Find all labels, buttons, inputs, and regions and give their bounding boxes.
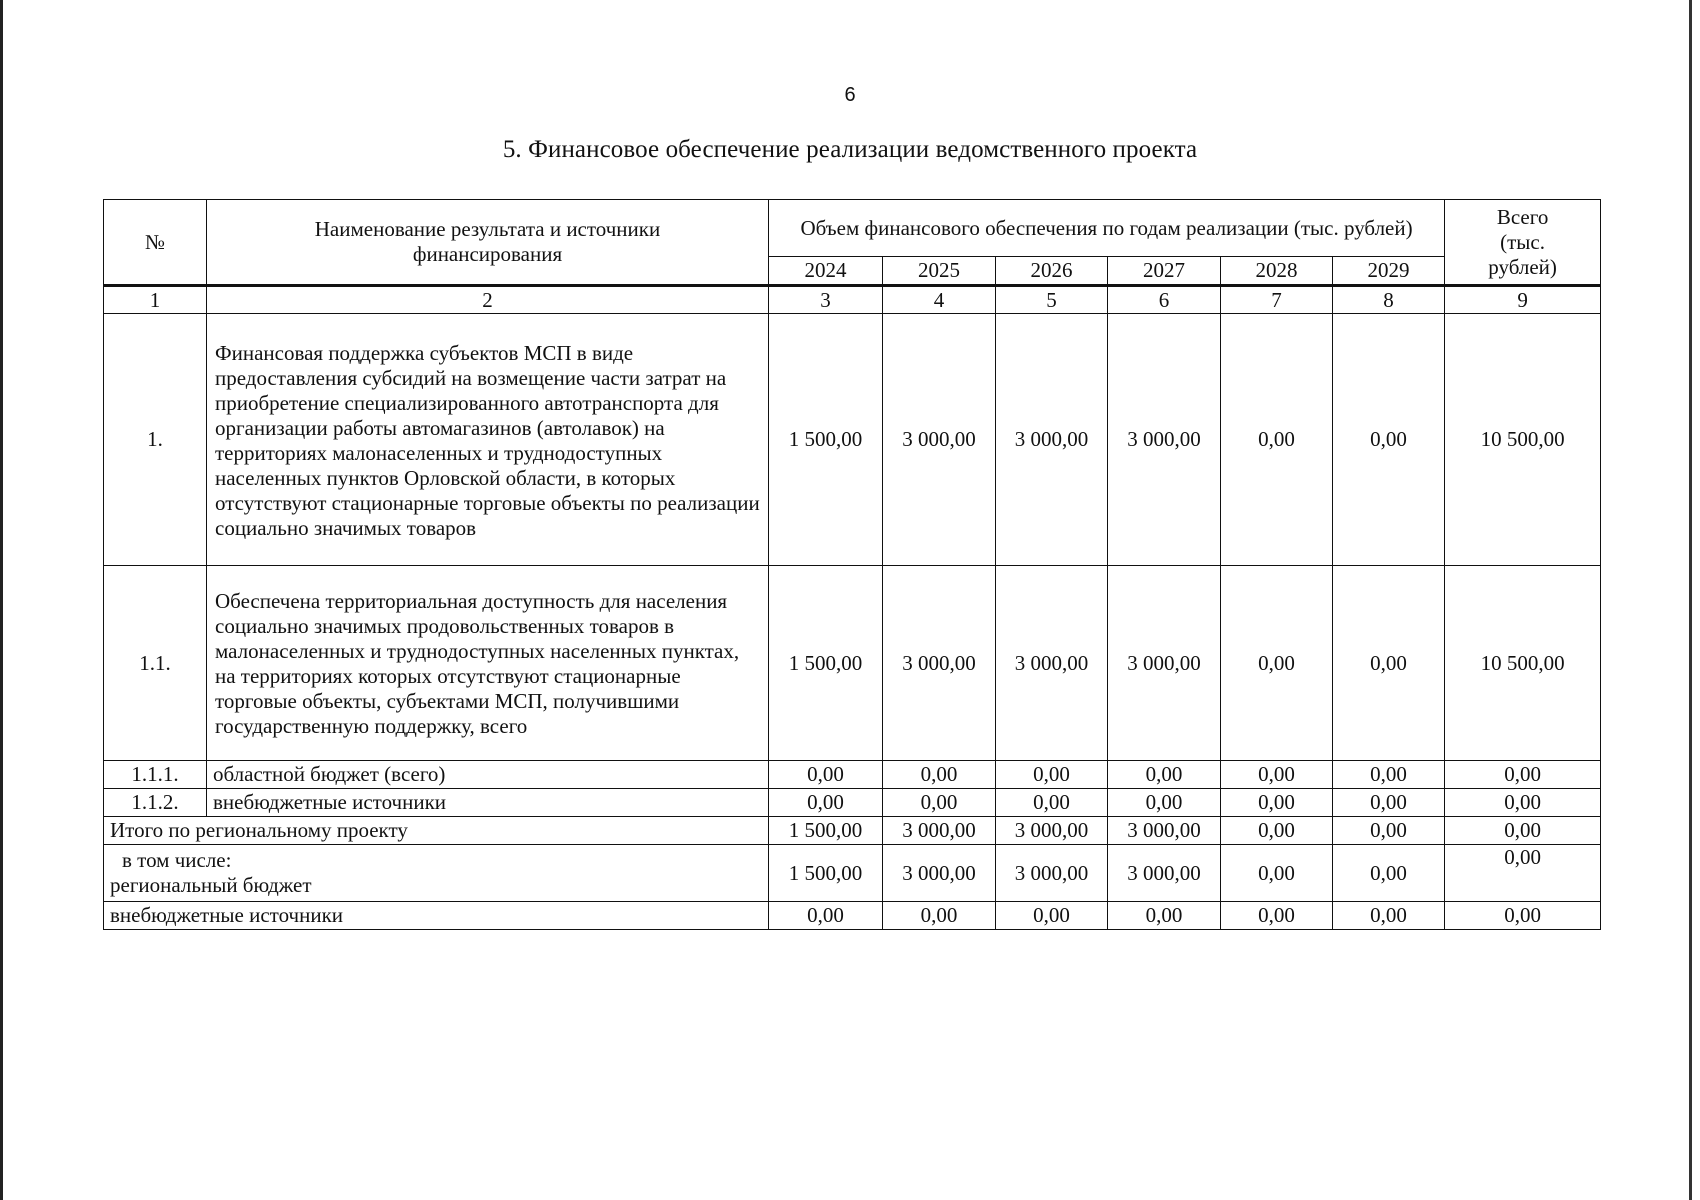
- summary-value: 0,00: [1333, 902, 1445, 930]
- summary-value: 1 500,00: [769, 845, 883, 902]
- row-value: 0,00: [1108, 789, 1221, 817]
- column-number: 2: [207, 286, 769, 314]
- summary-value: 1 500,00: [769, 817, 883, 845]
- row-value: 0,00: [1221, 566, 1333, 761]
- summary-label: [104, 845, 769, 902]
- column-number: 6: [1108, 286, 1221, 314]
- row-value: 0,00: [883, 789, 996, 817]
- row-name: Обеспечена территориальная доступность для населения социально значимых продовольственных товаров в малонаселенных и труднодоступных населенных пунктах, на территориях которых отсутствуют стационарные торговые объекты, субъектами МСП, получившими государственную поддержку, всего: [207, 566, 769, 761]
- row-value: 3 000,00: [996, 314, 1108, 566]
- summary-value: 0,00: [883, 902, 996, 930]
- header-year: 2027: [1108, 257, 1221, 286]
- row-name: внебюджетные источники: [207, 789, 769, 817]
- header-year: 2028: [1221, 257, 1333, 286]
- scan-edge-right: [1689, 0, 1692, 1200]
- row-value: 0,00: [996, 789, 1108, 817]
- row-total: 0,00: [1445, 789, 1601, 817]
- column-number: 9: [1445, 286, 1601, 314]
- row-value: 0,00: [996, 761, 1108, 789]
- summary-value: 3 000,00: [996, 817, 1108, 845]
- summary-value: 0,00: [769, 902, 883, 930]
- row-value: 0,00: [1108, 761, 1221, 789]
- column-number: 1: [104, 286, 207, 314]
- header-total: Всего (тыс. рублей): [1445, 200, 1601, 286]
- row-value: 0,00: [1221, 789, 1333, 817]
- row-value: 1 500,00: [769, 566, 883, 761]
- row-total: 0,00: [1445, 761, 1601, 789]
- summary-value: 3 000,00: [996, 845, 1108, 902]
- summary-value: 0,00: [1108, 902, 1221, 930]
- summary-value: 0,00: [1445, 817, 1601, 845]
- row-num: 1.1.2.: [104, 789, 207, 817]
- summary-label-line: в том числе:: [122, 848, 232, 872]
- row-value: 0,00: [1333, 761, 1445, 789]
- header-year: 2024: [769, 257, 883, 286]
- summary-value: 0,00: [1221, 845, 1333, 902]
- header-year: 2029: [1333, 257, 1445, 286]
- header-year: 2025: [883, 257, 996, 286]
- summary-label: внебюджетные источники: [104, 902, 769, 930]
- row-value: 0,00: [1333, 314, 1445, 566]
- row-value: 3 000,00: [1108, 566, 1221, 761]
- row-value: 0,00: [1221, 314, 1333, 566]
- row-value: 3 000,00: [883, 566, 996, 761]
- summary-value: 0,00: [1221, 902, 1333, 930]
- summary-value: 3 000,00: [883, 817, 996, 845]
- row-num: 1.1.1.: [104, 761, 207, 789]
- summary-value: 0,00: [1445, 845, 1601, 902]
- column-number: 3: [769, 286, 883, 314]
- row-value: 3 000,00: [1108, 314, 1221, 566]
- row-value: 3 000,00: [996, 566, 1108, 761]
- summary-value: 3 000,00: [883, 845, 996, 902]
- page-number: 6: [844, 84, 856, 106]
- summary-row-total: [104, 817, 1601, 845]
- row-name: Финансовая поддержка субъектов МСП в виде предоставления субсидий на возмещение части затрат на приобретение специализированного автотранспорта для организации работы автомагазинов (автолавок) на территориях малонаселенных и труднодоступных населенных пунктов Орловской области, в которых отсутствуют стационарные торговые объекты по реализации социально значимых товаров: [207, 314, 769, 566]
- section-title: 5. Финансовое обеспечение реализации ведомственного проекта: [502, 136, 1198, 163]
- row-value: 0,00: [769, 789, 883, 817]
- row-value: 0,00: [1333, 789, 1445, 817]
- row-total: 10 500,00: [1445, 314, 1601, 566]
- row-value: 1 500,00: [769, 314, 883, 566]
- summary-row-extrabudget: [104, 902, 1601, 930]
- column-number: 7: [1221, 286, 1333, 314]
- row-value: 0,00: [1333, 566, 1445, 761]
- summary-label: Итого по региональному проекту: [104, 817, 769, 845]
- row-value: 0,00: [1221, 761, 1333, 789]
- table-row: [104, 566, 1601, 761]
- summary-value: 0,00: [1221, 817, 1333, 845]
- summary-value: 0,00: [1333, 845, 1445, 902]
- summary-label-line: региональный бюджет: [110, 873, 312, 897]
- header-num: №: [104, 200, 207, 286]
- summary-value: 0,00: [1333, 817, 1445, 845]
- row-num: 1.: [104, 314, 207, 566]
- table-row: [104, 314, 1601, 566]
- summary-value: 3 000,00: [1108, 817, 1221, 845]
- column-number: 5: [996, 286, 1108, 314]
- row-name: областной бюджет (всего): [207, 761, 769, 789]
- table-row: [104, 789, 1601, 817]
- scan-edge-left: [0, 0, 3, 1200]
- header-volume: Объем финансового обеспечения по годам реализации (тыс. рублей): [769, 200, 1445, 257]
- row-total: 10 500,00: [1445, 566, 1601, 761]
- column-number: 4: [883, 286, 996, 314]
- header-name: Наименование результата и источники финансирования: [207, 200, 769, 286]
- column-numbers-row: [104, 286, 1601, 314]
- financing-table: [103, 199, 1601, 930]
- row-value: 0,00: [883, 761, 996, 789]
- summary-value: 0,00: [1445, 902, 1601, 930]
- column-number: 8: [1333, 286, 1445, 314]
- row-value: 3 000,00: [883, 314, 996, 566]
- row-num: 1.1.: [104, 566, 207, 761]
- row-value: 0,00: [769, 761, 883, 789]
- header-year: 2026: [996, 257, 1108, 286]
- summary-value: 0,00: [996, 902, 1108, 930]
- summary-row-regional: [104, 845, 1601, 902]
- table-row: [104, 761, 1601, 789]
- summary-value: 3 000,00: [1108, 845, 1221, 902]
- table-header-row: [104, 200, 1601, 257]
